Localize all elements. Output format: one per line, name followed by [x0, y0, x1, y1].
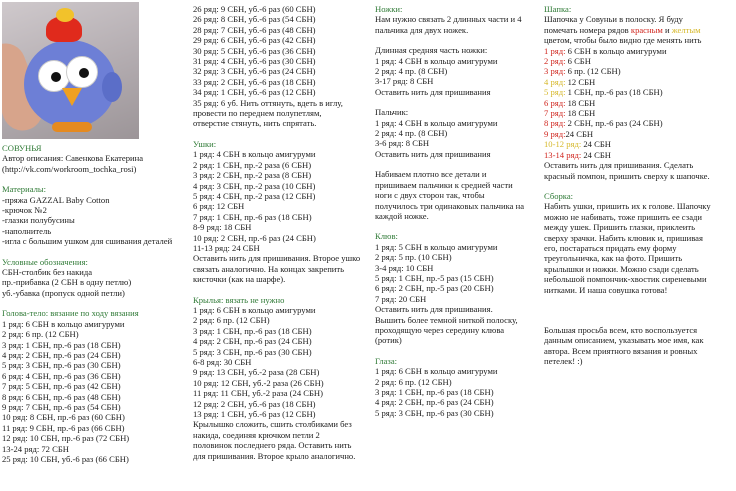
text-line: -крючок №2: [2, 205, 47, 216]
text-line: [544, 274, 730, 284]
text-line: [544, 171, 730, 181]
text-segment: нитками. И наша совушка готова!: [544, 284, 668, 295]
text-line: [544, 243, 730, 253]
text-segment: 3 ряд:: [544, 66, 566, 77]
text-line: 29 ряд: 6 СБН, уб.-6 раз (42 СБН): [193, 35, 316, 46]
text-segment: 6 СБН: [565, 56, 591, 67]
section-heading: Клюв:: [375, 231, 398, 242]
text-segment: 8 ряд:: [544, 118, 566, 129]
text-line: Нам нужно связать 2 длинных части и 4: [375, 14, 522, 25]
text-line: 5 ряд: 4 СБН, пр.-2 раза (12 СБН): [193, 190, 316, 201]
text-line: [544, 264, 730, 274]
spacer: [544, 181, 730, 191]
text-line: [544, 253, 730, 263]
column-head-body: [2, 143, 188, 464]
text-line: 1 ряд: 6 СБН в кольцо амигуруми: [193, 304, 316, 315]
text-segment: 6 пр. (12 СБН): [565, 66, 621, 77]
text-line: 6 ряд: 4 СБН, пр.-6 раз (36 СБН): [2, 370, 121, 381]
text-line: Длинная средняя часть ножки:: [375, 45, 488, 56]
text-segment: Большая просьба всем, кто воспользуется: [544, 324, 698, 335]
text-segment: Набить ушки, пришить их к голове. Шапочку: [544, 201, 711, 212]
text-line: провести по переднем полупетлям,: [193, 108, 322, 119]
text-segment: треугольничка, как на фото. Пришить: [544, 253, 683, 264]
section-heading: [544, 4, 730, 14]
text-line: 26 ряд: 8 СБН, уб.-6 раз (54 СБН): [193, 14, 316, 25]
text-line: 32 ряд: 3 СБН, уб.-6 раз (24 СБН): [193, 66, 316, 77]
text-line: [544, 108, 730, 118]
spacer: [375, 35, 535, 45]
text-line: 1 ряд: 4 СБН в кольцо амигуруми: [375, 55, 498, 66]
text-line: накида, соединяя крючком петли 2: [193, 429, 320, 440]
text-line: [544, 46, 730, 56]
text-line: 35 ряд: 6 уб. Нить оттянуть, вдеть в иглу,: [193, 97, 343, 108]
spacer: [375, 97, 535, 107]
text-segment: между ушек. Пришить глазки, приклеить: [544, 222, 696, 233]
section-heading: Голова-тело: вязание по ходу вязания: [2, 308, 139, 319]
text-segment: 9 ряд:: [544, 128, 566, 139]
text-line: Оставить нить для пришивания. Второе ушко: [193, 253, 361, 264]
text-segment: желтым: [671, 24, 701, 35]
text-segment: 7 ряд:: [544, 108, 566, 119]
owl-toy-photo: [2, 2, 139, 139]
text-line: [544, 201, 730, 211]
spacer: [2, 247, 188, 257]
text-line: Автор описания: Савенкова Екатерина: [2, 153, 144, 164]
owl-pompom: [56, 8, 74, 22]
text-line: 4 ряд: 2 СБН, пр.-6 раз (24 СБН): [193, 336, 312, 347]
text-line: 2 ряд: 4 пр. (8 СБН): [375, 128, 448, 139]
text-line: проходящую через середину клюва: [375, 324, 505, 335]
text-line: получилось три одинаковых пальчика на: [375, 200, 525, 211]
text-segment: Шапка:: [544, 4, 572, 14]
text-line: каждой ножке.: [375, 210, 429, 221]
text-segment: Шапочка у Совуньи в полоску. Я буду: [544, 14, 683, 25]
text-line: 30 ряд: 5 СБН, уб.-6 раз (36 СБН): [193, 45, 316, 56]
text-segment: 6 ряд:: [544, 97, 566, 108]
text-line: 25 ряд: 10 СБН, уб.-6 раз (66 СБН): [2, 453, 129, 464]
text-line: [544, 346, 730, 356]
text-line: 7 ряд: 20 СБН: [375, 293, 427, 304]
text-line: 4 ряд: 3 СБН, пр.-2 раза (10 СБН): [193, 180, 316, 191]
text-line: (ротик): [375, 335, 402, 346]
text-segment: сверху зрачки. Набить клювик и, пришивая: [544, 232, 703, 243]
text-line: ноги с двух сторон так, чтобы: [375, 190, 485, 201]
text-line: 3 ряд: 1 СБН, пр.-6 раз (18 СБН): [193, 325, 312, 336]
text-line: 3-6 ряд: 8 СБН: [375, 138, 430, 149]
spacer: [193, 129, 373, 139]
text-line: Оставить нить для пришивания.: [375, 304, 493, 315]
text-line: [544, 66, 730, 76]
text-line: 2 ряд: 4 пр. (8 СБН): [375, 66, 448, 77]
text-segment: и: [662, 24, 672, 35]
text-line: пальчика для двух ножек.: [375, 24, 469, 35]
text-line: Оставить нить для пришивания: [375, 86, 491, 97]
text-line: 6 ряд: 2 СБН, пр.-5 раз (20 СБН): [375, 283, 494, 294]
text-line: 11 ряд: 9 СБН, пр.-6 раз (66 СБН): [2, 422, 125, 433]
text-line: 6 ряд: 12 СБН: [193, 201, 245, 212]
text-line: 6-8 ряд: 30 СБН: [193, 357, 252, 367]
text-segment: 1 СБН, пр.-6 раз (18 СБН): [565, 87, 663, 98]
spacer: [2, 174, 188, 184]
text-line: 12 ряд: 10 СБН, пр.-6 раз (72 СБН): [2, 433, 130, 444]
text-line: [544, 233, 730, 243]
text-line: 1 ряд: 5 СБН в кольцо амигуруми: [375, 241, 498, 252]
text-line: [544, 335, 730, 345]
text-line: -пряжа GAZZAL Baby Cotton: [2, 194, 110, 205]
text-line: 5 ряд: 1 СБН, пр.-5 раз (15 СБН): [375, 272, 494, 283]
text-line: [544, 150, 730, 160]
text-line: уб.-убавка (пропуск одной петли): [2, 287, 125, 298]
text-line: -глазки полубусины: [2, 215, 75, 226]
text-line: 11 ряд: 11 СБН, уб.-2 раза (24 СБН): [193, 388, 323, 399]
text-line: [544, 160, 730, 170]
text-line: -игла с большим ушком для сшивания деталей: [2, 236, 173, 247]
text-line: 2 ряд: 6 пр. (12 СБН): [193, 315, 270, 326]
text-line: [544, 14, 730, 24]
text-segment: 1 ряд:: [544, 45, 566, 56]
text-line: Набиваем плотно все детали и: [375, 169, 487, 180]
text-line: 3 ряд: 1 СБН, пр.-6 раз (18 СБН): [2, 339, 121, 350]
text-segment: помечать номера рядов: [544, 24, 631, 35]
section-heading: [544, 191, 730, 201]
text-segment: красным: [630, 24, 663, 35]
section-heading: Ушки:: [193, 138, 217, 149]
text-line: связать аналогично. На концах закрепить: [193, 263, 345, 274]
text-line: [544, 129, 730, 139]
text-line: 1 ряд: 6 СБН в кольцо амигуруми: [2, 318, 125, 329]
text-line: Вышить более темной ниткой полоску,: [375, 314, 518, 325]
text-line: Крылышко сложить, сшить столбиками без: [193, 419, 352, 430]
text-line: 12 ряд: 2 СБН, уб.-6 раз (18 СБН): [193, 398, 316, 409]
text-segment: 2 СБН, пр.-6 раз (24 СБН): [565, 118, 663, 129]
text-segment: 10-12 ряд:: [544, 139, 582, 150]
text-line: 8 ряд: 6 СБН, пр.-6 раз (48 СБН): [2, 391, 121, 402]
text-line: 33 ряд: 2 СБН, уб.-6 раз (18 СБН): [193, 76, 316, 87]
text-line: 4 ряд: 2 СБН, пр.-6 раз (24 СБН): [375, 397, 494, 408]
text-line: 26 ряд: 9 СБН, уб.-6 раз (60 СБН): [193, 4, 316, 14]
text-segment: автора. Всем приятного вязания и ровных: [544, 345, 698, 356]
text-line: 5 ряд: 3 СБН, пр.-6 раз (30 СБН): [2, 360, 121, 371]
spacer: [544, 315, 730, 325]
text-line: 4 ряд: 2 СБН, пр.-6 раз (24 СБН): [2, 349, 121, 360]
text-line: 11-13 ряд: 24 СБН: [193, 242, 260, 253]
text-segment: 24 СБН: [565, 128, 594, 139]
text-line: 13-24 ряд: 72 СБН: [2, 443, 69, 454]
text-line: [544, 56, 730, 66]
text-line: пришиваем пальчики к средней части: [375, 179, 513, 190]
text-line: 9 ряд: 13 СБН, уб.-2 раза (28 СБН): [193, 367, 320, 378]
text-line: 28 ряд: 7 СБН, уб.-6 раз (48 СБН): [193, 24, 316, 35]
text-segment: цветом, чтобы было видно где менять нить: [544, 35, 702, 46]
text-line: (http://vk.com/workroom_tochka_rosi): [2, 163, 137, 174]
text-line: для пришивания. Второе крыло аналогично.: [193, 450, 356, 461]
spacer: [2, 298, 188, 308]
text-line: 3-4 ряд: 10 СБН: [375, 262, 434, 273]
column-hat-assembly: [544, 4, 730, 367]
text-line: 7 ряд: 5 СБН, пр.-6 раз (42 СБН): [2, 381, 121, 392]
text-line: [544, 25, 730, 35]
text-line: 3-17 ряд: 8 СБН: [375, 76, 434, 87]
section-heading: Материалы:: [2, 184, 47, 195]
text-line: [544, 356, 730, 366]
text-segment: можно не набивать, тоже пришить ее сзади: [544, 211, 702, 222]
text-segment: 13-14 ряд:: [544, 149, 582, 160]
text-line: 3 ряд: 1 СБН, пр.-6 раз (18 СБН): [375, 387, 494, 397]
text-line: [544, 98, 730, 108]
owl-eye-right: [66, 56, 98, 88]
text-line: [544, 139, 730, 149]
text-line: 1 ряд: 6 СБН в кольцо амигуруми: [375, 366, 498, 377]
text-line: 13 ряд: 1 СБН, уб.-6 раз (12 СБН): [193, 409, 316, 420]
text-line: 7 ряд: 1 СБН, пр.-6 раз (18 СБН): [193, 211, 312, 222]
column-legs-beak-eyes: [375, 4, 535, 418]
spacer: [544, 295, 730, 305]
text-line: кисточки (как на шарфе).: [193, 274, 286, 285]
text-line: пр.-прибавка (2 СБН в одну петлю): [2, 277, 132, 288]
text-line: [544, 325, 730, 335]
text-line: [544, 87, 730, 97]
section-heading: Ножки:: [375, 4, 403, 14]
spacer: [375, 346, 535, 356]
section-heading: Условные обозначения:: [2, 256, 88, 267]
text-line: 31 ряд: 4 СБН, уб.-6 раз (30 СБН): [193, 56, 316, 67]
text-segment: небольшой помпончик-хвостик сиреневыми: [544, 274, 707, 285]
text-segment: 4 ряд:: [544, 76, 566, 87]
text-segment: 2 ряд:: [544, 56, 566, 67]
text-segment: петелек! :): [544, 356, 583, 367]
column-ears-wings: [193, 4, 373, 461]
text-line: 2 ряд: 1 СБН, пр.-2 раза (6 СБН): [193, 159, 312, 170]
text-segment: Сборка:: [544, 190, 574, 201]
text-segment: 5 ряд:: [544, 87, 566, 98]
text-segment: 12 СБН: [565, 76, 596, 87]
section-heading: СОВУНЬЯ: [2, 143, 42, 153]
text-line: 3 ряд: 2 СБН, пр.-2 раза (8 СБН): [193, 170, 312, 181]
text-line: 34 ряд: 1 СБН, уб.-6 раз (12 СБН): [193, 87, 316, 98]
text-line: [544, 222, 730, 232]
text-line: 10 ряд: 2 СБН, пр.-6 раз (24 СБН): [193, 232, 316, 243]
text-line: [544, 77, 730, 87]
text-line: 5 ряд: 3 СБН, пр.-6 раз (30 СБН): [375, 407, 494, 418]
spacer: [375, 159, 535, 169]
text-line: 2 ряд: 5 пр. (10 СБН): [375, 252, 452, 263]
text-line: Оставить нить для пришивания: [375, 148, 491, 159]
owl-beak: [62, 88, 82, 106]
text-line: отверстие стянуть, нить спрятать.: [193, 118, 317, 129]
text-line: [544, 118, 730, 128]
text-segment: 24 СБН: [581, 139, 611, 150]
section-heading: Крылья: вязать не нужно: [193, 294, 285, 305]
text-segment: крылышки и ножки. Можно сзади сделать: [544, 263, 699, 274]
text-segment: 6 СБН в кольцо амигуруми: [565, 45, 667, 56]
text-line: 10 ряд: 8 СБН, пр.-6 раз (60 СБН): [2, 412, 125, 423]
text-segment: его, постараться придать ему форму: [544, 242, 677, 253]
text-line: 2 ряд: 6 пр. (12 СБН): [375, 376, 452, 387]
owl-wing: [102, 72, 122, 102]
text-segment: Оставить нить для пришивания. Сделать: [544, 160, 694, 171]
owl-feet: [52, 122, 92, 132]
text-line: 1 ряд: 4 СБН в кольцо амигуруми: [193, 149, 316, 160]
text-segment: 18 СБН: [565, 97, 596, 108]
spacer: [375, 221, 535, 231]
text-segment: красный помпон, пришить сверху к шапочке.: [544, 170, 710, 181]
text-segment: 24 СБН: [581, 149, 611, 160]
text-line: [544, 212, 730, 222]
text-line: половинок последнего ряда. Оставить нить: [193, 440, 352, 451]
text-line: 2 ряд: 6 пр. (12 СБН): [2, 329, 79, 340]
text-line: -наполнитель: [2, 225, 52, 236]
text-line: [544, 285, 730, 295]
spacer: [193, 285, 373, 295]
spacer: [544, 305, 730, 315]
text-line: 1 ряд: 4 СБН в кольцо амигуруми: [375, 117, 498, 128]
text-line: СБН-столбик без накида: [2, 267, 93, 278]
text-segment: 18 СБН: [565, 108, 596, 119]
text-line: [544, 35, 730, 45]
text-line: 8-9 ряд: 18 СБН: [193, 222, 252, 233]
section-heading: Глаза:: [375, 355, 398, 366]
text-line: 10 ряд: 12 СБН, уб.-2 раза (26 СБН): [193, 377, 324, 388]
text-line: 5 ряд: 3 СБН, пр.-6 раз (30 СБН): [193, 346, 312, 357]
text-segment: данным описанием, указывать мое имя, как: [544, 335, 704, 346]
text-line: Пальчик:: [375, 107, 409, 118]
text-line: 9 ряд: 7 СБН, пр.-6 раз (54 СБН): [2, 401, 121, 412]
